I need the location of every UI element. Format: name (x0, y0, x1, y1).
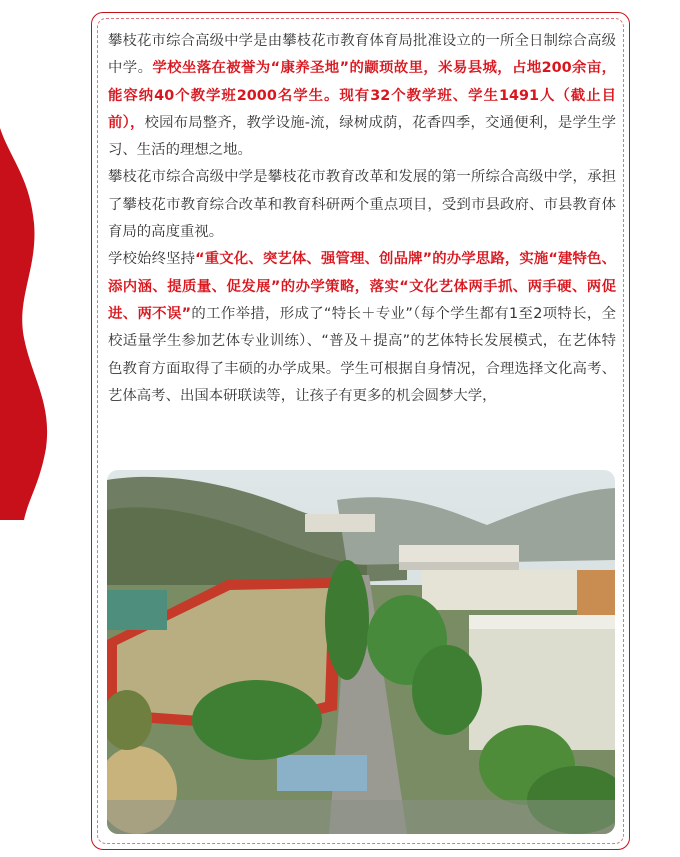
paragraph-intro (108, 28, 616, 164)
reform-text: 攀枝花市综合高级中学是攀枝花市教育改革和发展的第一所综合高级中学，承担了攀枝花市教育综合改革和教育科研两个重点项目，受到市县政府、市县教育体育局的高度重视。 (108, 169, 616, 241)
paragraph-strategy (108, 246, 616, 410)
strategy-text-continued: 的工作举措，形成了“特长＋专业”（每个学生都有1至2项特长，全校适量学生参加艺体专业训练）、“普及＋提高”的艺体特长发展模式，在艺体特色教育方面取得了丰硕的办学成果。学生可根据自身情况，合理选择文化高考、艺体高考、出国本研联读等，让孩子有更多的机会圆梦大学， (108, 305, 616, 404)
intro-text-continued: 校园布局整齐，教学设施-流，绿树成荫，花香四季，交通便利，是学生学习、生活的理想之地。 (108, 114, 616, 159)
campus-aerial-photo (107, 470, 615, 834)
paragraph-reform (108, 164, 616, 246)
intro-text: 攀枝花市综合高级中学是由攀枝花市教育体育局批准设立的一所全日制综合高级中学。 (108, 33, 616, 77)
intro-highlight: 学校坐落在被誉为“康养圣地”的颛顼故里，米易县城，占地200余亩，能容纳40个教学班2000名学生。现有32个教学班、学生1491人（截止目前）， (108, 60, 616, 131)
strategy-highlight: “重文化、突艺体、强管理、创品牌”的办学思路，实施“建特色、添内涵、提质量、促发展”的办学策略，落实“文化艺体两手抓、两手硬、两促进、两不误” (108, 251, 616, 322)
strategy-text: 学校始终坚持 (108, 251, 196, 268)
article-body (108, 28, 616, 410)
decorative-red-wave (0, 128, 56, 520)
